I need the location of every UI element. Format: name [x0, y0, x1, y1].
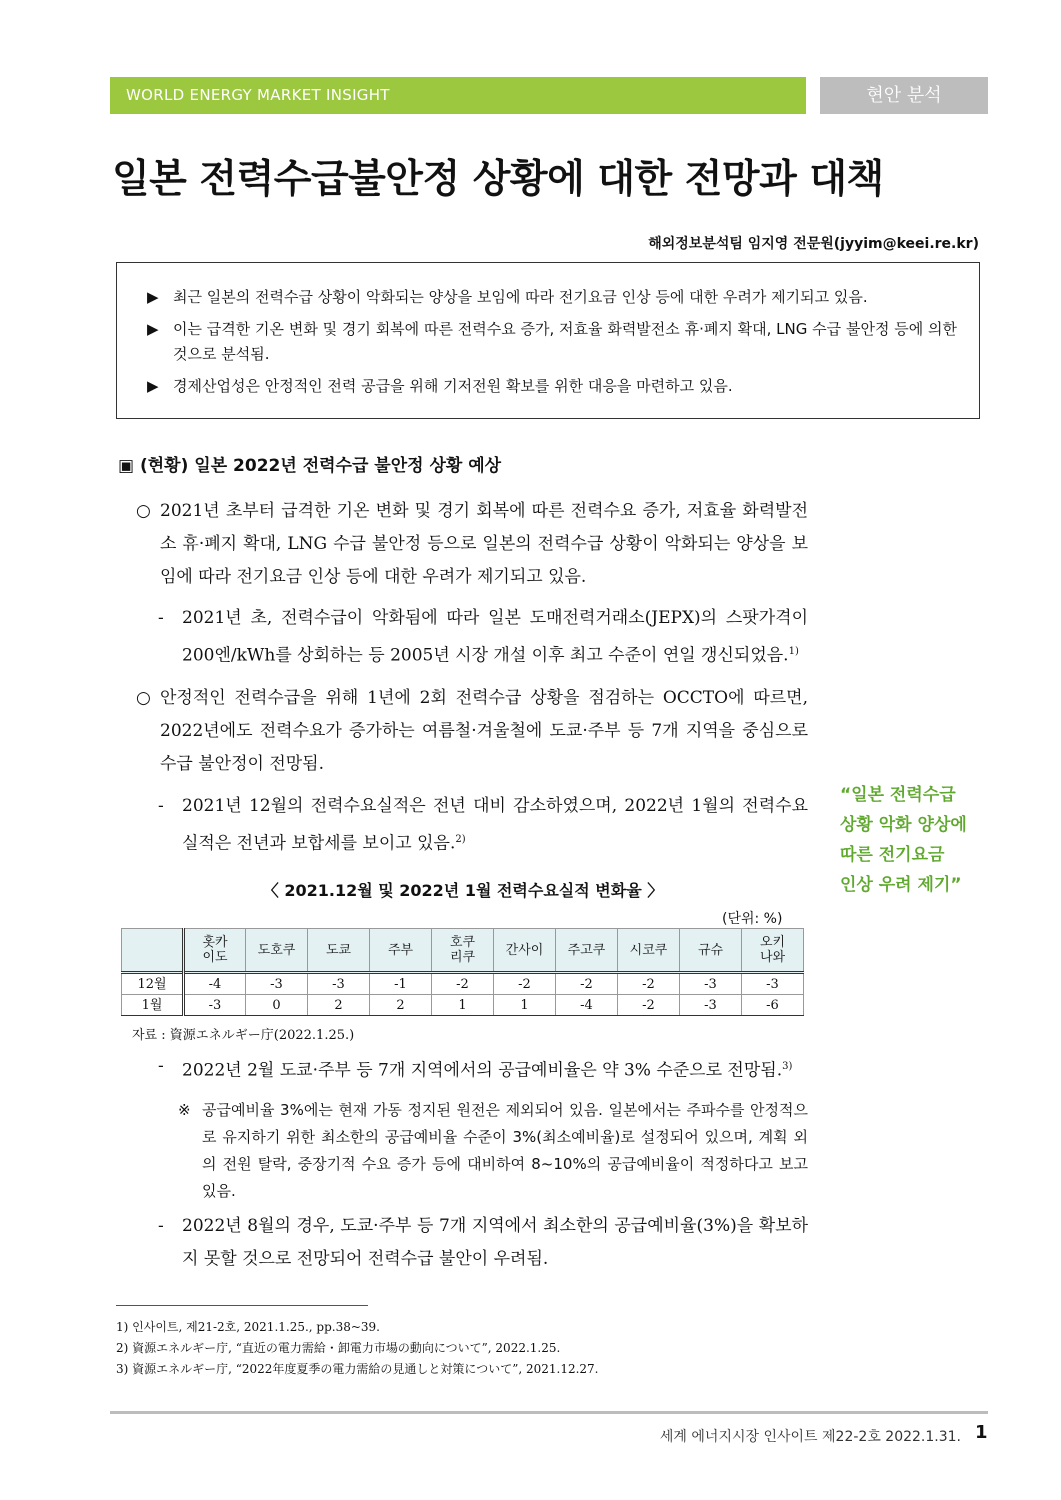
- header-left-label: WORLD ENERGY MARKET INSIGHT: [126, 86, 390, 104]
- triangle-bullet-icon: ▶: [147, 288, 159, 306]
- dash-bullet-icon: -: [158, 608, 164, 628]
- table-cell: -3: [680, 995, 742, 1016]
- header-label: 도쿄: [325, 942, 352, 958]
- table-cell: 2: [308, 995, 370, 1016]
- table-header-cell: [494, 929, 556, 973]
- note-marker-icon: ※: [178, 1101, 191, 1119]
- footnote: 2) 資源エネルギー庁, “直近の電力需給・卸電力市場の動向について”, 2022.1.25.: [116, 1341, 561, 1355]
- table-header-cell: [246, 929, 308, 973]
- page-number: 1: [975, 1422, 988, 1443]
- table-cell: 2: [370, 995, 432, 1016]
- table-row: [122, 995, 804, 1016]
- table-header-cell: [432, 929, 494, 973]
- table-cell: 1: [432, 995, 494, 1016]
- table-title: 〈 2021.12월 및 2022년 1월 전력수요실적 변화율 〉: [262, 881, 664, 900]
- dash-bullet-icon: -: [158, 796, 164, 816]
- summary-text: 최근 일본의 전력수급 상황이 악화되는 양상을 보임에 따라 전기요금 인상 등에 대한 우려가 제기되고 있음.: [173, 288, 868, 306]
- paragraph-text: 2021년 12월의 전력수요실적은 전년 대비 감소하였으며, 2022년 1월의 전력수요실적은 전년과 보합세를 보이고 있음.: [182, 796, 808, 854]
- table-cell: -2: [432, 973, 494, 995]
- header-label: 주부: [387, 942, 414, 958]
- table-cell: -3: [308, 973, 370, 995]
- table-cell: 0: [246, 995, 308, 1016]
- circle-bullet-icon: ○: [136, 501, 151, 521]
- table-cell: -2: [618, 973, 680, 995]
- body-paragraph: [136, 682, 808, 781]
- table-cell: 1: [494, 995, 556, 1016]
- pull-quote-line: 따른 전기요금: [840, 845, 945, 865]
- header-label: 홋카 이도: [202, 935, 228, 965]
- table-cell: -4: [556, 995, 618, 1016]
- paragraph-text: 2021년 초부터 급격한 기온 변화 및 경기 회복에 따른 전력수요 증가, 저효율 화력발전소 휴·폐지 확대, LNG 수급 불안정 등으로 일본의 전력수급 상황이 악화되는 양상을 보임에 따라 전기요금 인상 등에 대한 우려가 제기되고 있음.: [160, 501, 808, 587]
- summary-item: [147, 285, 957, 310]
- footnote: 3) 資源エネルギー庁, “2022年度夏季の電力需給の見通しと対策について”, 2021.12.27.: [116, 1362, 599, 1376]
- body-paragraph: [136, 495, 808, 594]
- table-cell: -4: [184, 973, 246, 995]
- summary-text: 이는 급격한 기온 변화 및 경기 회복에 따른 전력수요 증가, 저효율 화력발전소 휴·폐지 확대, LNG 수급 불안정 등에 의한 것으로 분석됨.: [173, 320, 957, 363]
- table-header-cell: [370, 929, 432, 973]
- table-cell: -3: [680, 973, 742, 995]
- header-label: 시코쿠: [629, 942, 668, 958]
- dash-bullet-icon: -: [158, 1056, 164, 1076]
- footnote-divider: [116, 1305, 368, 1306]
- header-label: 도호쿠: [257, 942, 296, 958]
- header-right-label: 현안 분석: [866, 85, 942, 106]
- table-cell: -2: [618, 995, 680, 1016]
- header-label: 오키 나와: [759, 935, 786, 965]
- row-label: 1월: [122, 995, 184, 1016]
- summary-box: [116, 262, 980, 419]
- table-cell: -3: [184, 995, 246, 1016]
- paragraph-text: 안정적인 전력수급을 위해 1년에 2회 전력수급 상황을 점검하는 OCCTO에 따르면, 2022년에도 전력수요가 증가하는 여름철·겨울철에 도쿄·주부 등 7개 지역을 중심으로 수급 불안정이 전망됨.: [160, 688, 808, 774]
- table-cell: -3: [246, 973, 308, 995]
- table-header-cell: [184, 929, 246, 973]
- footnote-ref: 3): [782, 1061, 793, 1072]
- pull-quote-line: 상황 악화 양상에: [840, 815, 967, 835]
- table-cell: -1: [370, 973, 432, 995]
- dash-paragraph: [158, 602, 808, 673]
- table-cell: -2: [556, 973, 618, 995]
- table-header-cell: [680, 929, 742, 973]
- footer-divider: [110, 1411, 988, 1414]
- table-cell: -6: [742, 995, 804, 1016]
- table-header-cell: [556, 929, 618, 973]
- table-source: 자료 : 資源エネルギー庁(2022.1.25.): [132, 1028, 355, 1043]
- header-label: 간사이: [505, 942, 544, 958]
- paragraph-text: 2022년 8월의 경우, 도쿄·주부 등 7개 지역에서 최소한의 공급예비율(3%)을 확보하지 못할 것으로 전망되어 전력수급 불안이 우려됨.: [182, 1216, 808, 1269]
- summary-item: [147, 374, 957, 399]
- summary-text: 경제산업성은 안정적인 전력 공급을 위해 기저전원 확보를 위한 대응을 마련하고 있음.: [173, 377, 733, 395]
- header-banner: [110, 77, 806, 114]
- table-cell: -3: [742, 973, 804, 995]
- table-row: [122, 973, 804, 995]
- dash-paragraph: [158, 790, 808, 861]
- note-text: 공급예비율 3%에는 현재 가동 정지된 원전은 제외되어 있음. 일본에서는 주파수를 안정적으로 유지하기 위한 최소한의 공급예비율 수준이 3%(최소예비율)로 설정되어 있으며, 계획 외의 전원 탈락, 중장기적 수요 증가 등에 대비하여 8~10%의 공급예비율이 적정하다고 보고 있음.: [202, 1101, 808, 1200]
- table-header-cell: [742, 929, 804, 973]
- triangle-bullet-icon: ▶: [147, 377, 159, 395]
- dash-bullet-icon: -: [158, 1216, 164, 1236]
- section-heading: ▣ (현황) 일본 2022년 전력수급 불안정 상황 예상: [118, 456, 502, 476]
- pull-quote-line: “일본 전력수급: [840, 785, 956, 805]
- footer-text: 세계 에너지시장 인사이트 제22-2호 2022.1.31.: [659, 1429, 961, 1445]
- summary-item: [147, 317, 957, 367]
- pull-quote: [840, 780, 967, 900]
- header-label: 규슈: [697, 942, 724, 958]
- header-label: 호쿠 리쿠: [449, 935, 476, 965]
- table-unit: (단위: %): [722, 911, 783, 927]
- data-table: [121, 928, 804, 1016]
- row-label: 12월: [122, 973, 184, 995]
- dash-paragraph: [158, 1050, 808, 1088]
- paragraph-text: 2021년 초, 전력수급이 악화됨에 따라 일본 도매전력거래소(JEPX)의 스팟가격이 200엔/kWh를 상회하는 등 2005년 시장 개설 이후 최고 수준이 연일 갱신되었음.: [182, 608, 808, 666]
- page-title: 일본 전력수급불안정 상황에 대한 전망과 대책: [112, 157, 884, 202]
- footnote: 1) 인사이트, 제21-2호, 2021.1.25., pp.38~39.: [116, 1320, 381, 1334]
- note-paragraph: [178, 1097, 808, 1205]
- pull-quote-line: 인상 우려 제기”: [840, 875, 962, 895]
- paragraph-text: 2022년 2월 도쿄·주부 등 7개 지역에서의 공급예비율은 약 3% 수준으로 전망됨.: [182, 1060, 783, 1081]
- author-line: 해외정보분석팀 임지영 전문원(jyyim@keei.re.kr): [648, 236, 979, 252]
- header-label: 주고쿠: [567, 942, 606, 958]
- footnote-ref: 2): [455, 834, 466, 845]
- footnote-ref: 1): [788, 646, 799, 657]
- table-cell: -2: [494, 973, 556, 995]
- table-header-cell: [308, 929, 370, 973]
- table-header-row: [122, 929, 804, 973]
- circle-bullet-icon: ○: [136, 688, 151, 708]
- triangle-bullet-icon: ▶: [147, 320, 159, 338]
- table-header-cell: [618, 929, 680, 973]
- dash-paragraph: [158, 1210, 808, 1276]
- table-corner-cell: [122, 929, 184, 973]
- header-category-badge: [820, 77, 988, 114]
